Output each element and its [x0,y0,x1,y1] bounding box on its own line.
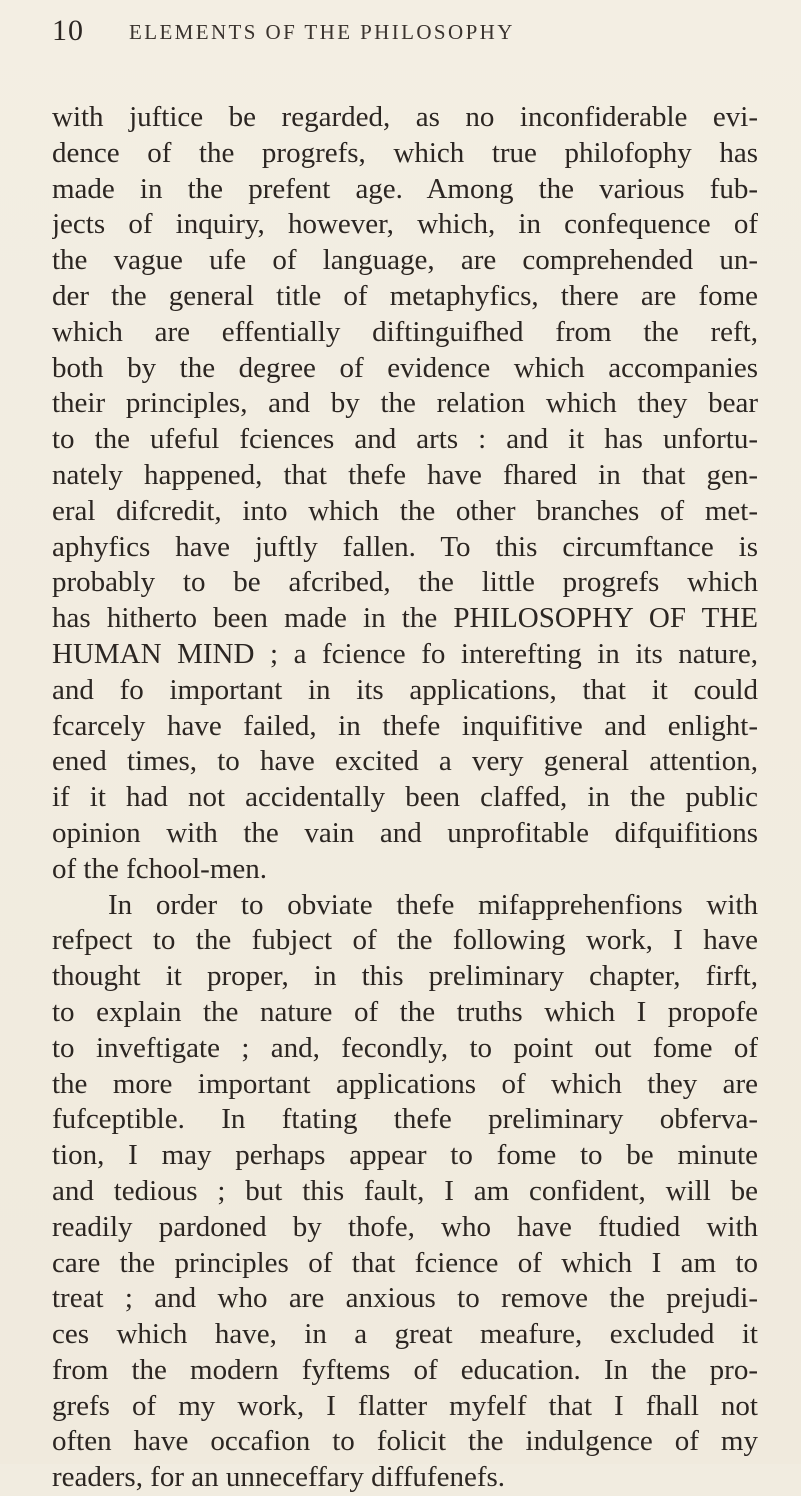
text-line: the vague ufe of language, are comprehended un- [52,244,758,277]
text-line: treat ; and who are anxious to remove the prejudi- [52,1282,758,1315]
text-line: eral difcredit, into which the other branches of met- [52,494,758,527]
text-line: In order to obviate thefe mifapprehenfions with [108,888,758,921]
text-line: their principles, and by the relation which they bear [52,387,758,420]
text-line: which are effentially diftinguifhed from the reft, [52,315,758,348]
text-line: aphyfics have juftly fallen. To this circumftance is [52,530,758,563]
text-line: grefs of my work, I flatter myfelf that I fhall not [52,1389,758,1422]
text-line: readily pardoned by thofe, who have ftudied with [52,1210,758,1243]
text-line: fufceptible. In ftating thefe preliminary obferva- [52,1103,758,1136]
text-line: care the principles of that fcience of which I am to [52,1246,758,1279]
text-line: to explain the nature of the truths which I propofe [52,995,758,1028]
text-line: with juftice be regarded, as no inconfiderable evi- [52,101,758,133]
text-line: tion, I may perhaps appear to fome to be minute [52,1139,758,1172]
text-line: der the general title of metaphyfics, there are fome [52,279,758,312]
text-line: and tedious ; but this fault, I am confident, will be [52,1174,758,1207]
text-line: refpect to the fubject of the following work, I have [52,924,758,957]
text-line: HUMAN MIND ; a fcience fo interefting in its nature, [52,637,758,670]
text-line: both by the degree of evidence which accompanies [52,351,758,384]
text-line: of the fchool-men. [52,852,268,885]
text-line: thought it proper, in this preliminary chapter, firft, [52,960,758,993]
running-head: ELEMENTS OF THE PHILOSOPHY [129,20,515,44]
text-line: ened times, to have excited a very general attention, [52,745,758,778]
text-line: probably to be afcribed, the little progrefs which [52,566,758,599]
text-line: to the ufeful fciences and arts : and it has unfortu- [52,423,758,456]
text-line: often have occafion to folicit the indulgence of my [52,1425,758,1458]
paragraph-2 [52,888,758,1496]
text-line: has hitherto been made in the PHILOSOPHY OF THE [52,602,758,635]
body-text [52,100,758,1496]
text-line: and fo important in its applications, that it could [52,673,758,706]
paragraph-1 [52,100,758,888]
text-line: opinion with the vain and unprofitable difquifitions [52,816,758,849]
page-number: 10 [52,14,84,47]
text-line: nately happened, that thefe have fhared in that gen- [52,458,758,491]
text-line: jects of inquiry, however, which, in confequence of [52,208,758,241]
page-header [52,14,752,48]
text-line: ces which have, in a great meafure, excluded it [52,1318,758,1351]
text-line: dence of the progrefs, which true philofophy has [52,136,758,169]
text-line: readers, for an unneceffary diffufenefs. [52,1461,506,1494]
text-line: if it had not accidentally been claffed, in the public [52,781,758,814]
text-line: from the modern fyftems of education. In the pro- [52,1353,758,1386]
text-line: fcarcely have failed, in thefe inquifitive and enlight- [52,709,758,742]
text-line: the more important applications of which they are [52,1067,758,1100]
text-line: to inveftigate ; and, fecondly, to point out fome of [52,1031,758,1064]
text-line: made in the prefent age. Among the various fub- [52,172,758,205]
